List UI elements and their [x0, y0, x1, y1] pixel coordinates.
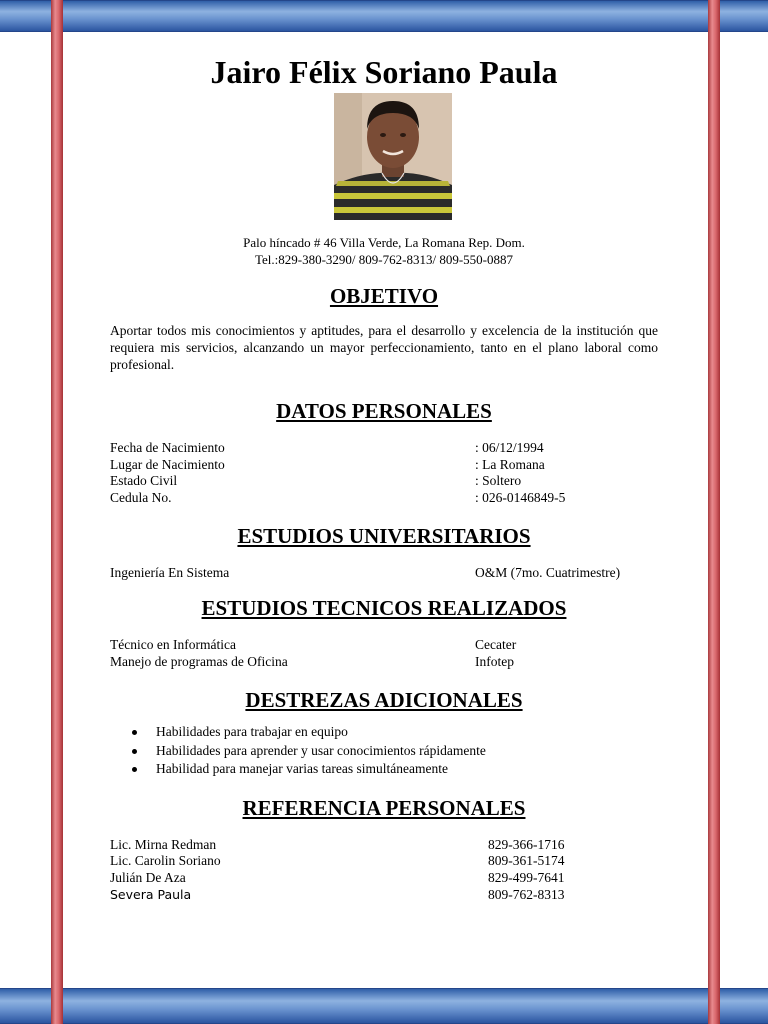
datos-row-cedula: [110, 490, 670, 507]
study-name: Manejo de programas de Oficina: [110, 654, 288, 669]
referencia-row: [110, 837, 670, 854]
datos-row-fecha: [110, 440, 670, 457]
datos-label: Cedula No.: [110, 490, 172, 505]
destreza-text: Habilidad para manejar varias tareas simultáneamente: [156, 761, 448, 776]
list-item: [110, 761, 670, 780]
study-name: Técnico en Informática: [110, 637, 236, 652]
referencia-row: [110, 870, 670, 887]
section-title-estudios-tecnicos: ESTUDIOS TECNICOS REALIZADOS: [201, 596, 567, 620]
datos-row-estado-civil: [110, 473, 670, 490]
datos-value: : 06/12/1994: [475, 440, 544, 455]
study-institution: Infotep: [475, 654, 514, 669]
destrezas-list: [110, 724, 670, 780]
referencia-name: Severa Paula: [110, 887, 192, 902]
destreza-text: Habilidades para trabajar en equipo: [156, 724, 348, 739]
datos-label: Estado Civil: [110, 473, 178, 488]
destreza-text: Habilidades para aprender y usar conocimientos rápidamente: [156, 742, 486, 758]
referencia-name: Julián De Aza: [110, 870, 186, 885]
section-title-destrezas: DESTREZAS ADICIONALES: [245, 688, 523, 712]
section-title-datos-personales: DATOS PERSONALES: [276, 399, 492, 423]
estudios-tecnicos-row: [110, 654, 670, 671]
referencia-phone: 809-762-8313: [488, 887, 565, 902]
section-title-objetivo: OBJETIVO: [329, 284, 439, 308]
bullet-icon: [132, 730, 137, 735]
study-institution: O&M (7mo. Cuatrimestre): [475, 565, 621, 580]
referencia-name: Lic. Carolin Soriano: [110, 853, 221, 868]
study-institution: Cecater: [475, 637, 517, 652]
list-item: [110, 724, 670, 743]
objetivo-text: Aportar todos mis conocimientos y aptitudes, para el desarrollo y excelencia de la institución que requiera mis servicios, alcanzando un mayor perfeccionamiento, tanto en el plano laboral como profesional.: [110, 323, 658, 372]
referencia-row: [110, 887, 670, 904]
datos-value: : Soltero: [475, 473, 522, 488]
referencia-row: [110, 853, 670, 870]
datos-label: Fecha de Nacimiento: [110, 440, 225, 455]
referencia-phone: 829-366-1716: [488, 837, 565, 852]
profile-photo: [334, 93, 452, 220]
referencia-phone: 809-361-5174: [488, 853, 565, 868]
resume-name: Jairo Félix Soriano Paula: [210, 54, 558, 90]
bullet-icon: [132, 749, 137, 754]
datos-value: : La Romana: [475, 457, 545, 472]
bullet-icon: [132, 767, 137, 772]
estudios-universitarios-row: [110, 565, 670, 582]
section-title-estudios-universitarios: ESTUDIOS UNIVERSITARIOS: [237, 524, 531, 548]
section-title-referencias: REFERENCIA PERSONALES: [242, 796, 526, 820]
estudios-tecnicos-row: [110, 637, 670, 654]
address-line: Palo híncado # 46 Villa Verde, La Romana Rep. Dom.: [243, 235, 525, 250]
study-name: Ingeniería En Sistema: [110, 565, 230, 580]
profile-photo-image: [334, 93, 452, 220]
datos-label: Lugar de Nacimiento: [110, 457, 225, 472]
phone-line: Tel.:829-380-3290/ 809-762-8313/ 809-550-0887: [255, 252, 513, 267]
referencia-phone: 829-499-7641: [488, 870, 565, 885]
datos-row-lugar: [110, 457, 670, 474]
referencia-name: Lic. Mirna Redman: [110, 837, 217, 852]
list-item: [110, 743, 670, 762]
datos-value: : 026-0146849-5: [475, 490, 566, 505]
